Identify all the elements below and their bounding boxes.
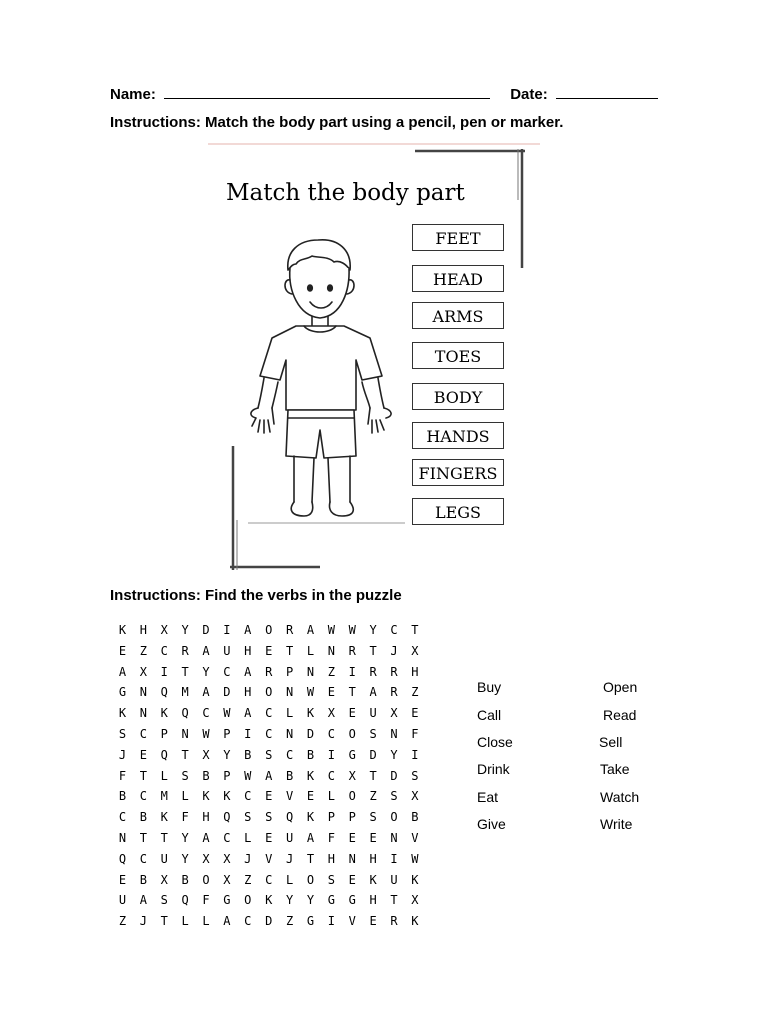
puzzle-letter[interactable]: P <box>348 810 356 825</box>
puzzle-letter[interactable]: X <box>411 789 419 804</box>
puzzle-letter[interactable]: W <box>348 623 356 637</box>
puzzle-letter[interactable]: B <box>139 872 147 887</box>
puzzle-letter[interactable]: P <box>223 768 231 783</box>
puzzle-letter[interactable]: S <box>369 726 377 741</box>
puzzle-letter[interactable]: X <box>348 768 356 783</box>
verb-item: Sell <box>599 734 623 750</box>
puzzle-letter[interactable]: K <box>118 706 127 721</box>
puzzle-letter[interactable]: D <box>265 914 273 929</box>
puzzle-letter[interactable]: C <box>223 830 231 845</box>
puzzle-letter[interactable]: E <box>118 872 127 887</box>
puzzle-letter[interactable]: E <box>265 643 273 658</box>
puzzle-letter[interactable]: W <box>223 706 231 721</box>
puzzle-row <box>112 849 425 870</box>
puzzle-row <box>112 745 425 766</box>
puzzle-letter[interactable]: I <box>411 747 419 762</box>
verb-item: Call <box>477 707 502 723</box>
puzzle-letter[interactable]: Q <box>285 810 294 825</box>
puzzle-letter[interactable]: Q <box>160 685 168 700</box>
puzzle-letter[interactable]: Q <box>223 810 231 825</box>
puzzle-letter[interactable]: P <box>223 726 231 741</box>
puzzle-letter[interactable]: B <box>118 789 127 804</box>
puzzle-letter[interactable]: I <box>390 851 398 866</box>
puzzle-letter[interactable]: E <box>265 789 273 804</box>
puzzle-letter[interactable]: X <box>327 706 335 721</box>
puzzle-letter[interactable]: P <box>160 726 168 741</box>
puzzle-letter[interactable]: S <box>118 726 127 741</box>
puzzle-letter[interactable]: Q <box>181 893 189 908</box>
puzzle-row <box>112 890 425 911</box>
puzzle-letter[interactable]: B <box>411 810 419 825</box>
puzzle-letter[interactable]: X <box>160 623 168 637</box>
puzzle-letter[interactable]: H <box>327 851 335 866</box>
puzzle-letter[interactable]: G <box>348 747 356 762</box>
puzzle-row <box>112 766 425 787</box>
puzzle-letter[interactable]: H <box>411 664 419 679</box>
puzzle-letter[interactable]: S <box>327 872 335 887</box>
puzzle-letter[interactable]: L <box>327 789 335 804</box>
puzzle-letter[interactable]: T <box>348 685 356 700</box>
puzzle-letter[interactable]: S <box>411 768 419 783</box>
verb-item: Buy <box>477 679 502 695</box>
puzzle-letter[interactable]: K <box>369 872 377 887</box>
puzzle-letter[interactable]: Z <box>285 914 294 929</box>
puzzle-letter[interactable]: E <box>327 685 335 700</box>
puzzle-letter[interactable]: C <box>244 914 252 929</box>
puzzle-letter[interactable]: E <box>265 830 273 845</box>
puzzle-letter[interactable]: A <box>223 914 231 929</box>
puzzle-letter[interactable]: C <box>202 706 210 721</box>
puzzle-letter[interactable]: C <box>244 789 252 804</box>
puzzle-letter[interactable]: I <box>244 726 252 741</box>
puzzle-letter[interactable]: Y <box>306 893 315 908</box>
verb-item: Drink <box>477 761 510 777</box>
puzzle-letter[interactable]: C <box>139 851 147 866</box>
puzzle-letter[interactable]: H <box>369 851 377 866</box>
puzzle-letter[interactable]: T <box>160 830 168 845</box>
find-instructions: Instructions: Find the verbs in the puzzle <box>110 587 402 604</box>
puzzle-letter[interactable]: S <box>390 789 398 804</box>
puzzle-letter[interactable]: L <box>181 914 189 929</box>
puzzle-letter[interactable]: E <box>348 830 356 845</box>
puzzle-letter[interactable]: D <box>306 726 315 741</box>
puzzle-letter[interactable]: R <box>390 685 398 700</box>
header-line <box>110 86 658 103</box>
puzzle-letter[interactable]: Y <box>285 893 294 908</box>
puzzle-letter[interactable]: I <box>160 664 168 679</box>
puzzle-letter[interactable]: A <box>244 623 252 637</box>
puzzle-letter[interactable]: S <box>369 810 377 825</box>
name-label: Name: <box>110 86 156 103</box>
puzzle-letter[interactable]: R <box>390 914 398 929</box>
puzzle-letter[interactable]: C <box>139 726 147 741</box>
puzzle-letter[interactable]: H <box>244 685 252 700</box>
puzzle-letter[interactable]: C <box>390 623 398 637</box>
puzzle-letter[interactable]: L <box>244 830 252 845</box>
puzzle-letter[interactable]: L <box>202 914 210 929</box>
puzzle-letter[interactable]: T <box>306 851 315 866</box>
puzzle-letter[interactable]: I <box>327 914 335 929</box>
puzzle-letter[interactable]: C <box>327 768 335 783</box>
puzzle-row <box>112 911 425 932</box>
word-search-grid <box>112 620 425 932</box>
puzzle-letter[interactable]: E <box>369 830 377 845</box>
puzzle-row <box>112 724 425 745</box>
puzzle-letter[interactable]: B <box>244 747 252 762</box>
body-part-box[interactable]: HANDS <box>412 422 504 449</box>
puzzle-letter[interactable]: N <box>118 830 127 845</box>
puzzle-letter[interactable]: Z <box>139 643 147 658</box>
puzzle-letter[interactable]: N <box>327 643 335 658</box>
puzzle-letter[interactable]: W <box>411 851 419 866</box>
puzzle-letter[interactable]: J <box>390 643 398 658</box>
puzzle-letter[interactable]: Z <box>327 664 335 679</box>
puzzle-letter[interactable]: D <box>223 685 231 700</box>
verb-item: Open <box>603 679 638 695</box>
puzzle-letter[interactable]: A <box>265 768 273 783</box>
puzzle-letter[interactable]: X <box>139 664 147 679</box>
puzzle-letter[interactable]: N <box>181 726 189 741</box>
puzzle-letter[interactable]: A <box>202 685 210 700</box>
puzzle-letter[interactable]: B <box>306 747 315 762</box>
puzzle-letter[interactable]: K <box>411 914 419 929</box>
body-part-box[interactable]: ARMS <box>412 302 504 329</box>
date-label: Date: <box>510 86 548 103</box>
puzzle-letter[interactable]: O <box>348 726 356 741</box>
puzzle-letter[interactable]: L <box>285 706 294 721</box>
puzzle-letter[interactable]: R <box>369 664 377 679</box>
puzzle-letter[interactable]: P <box>327 810 335 825</box>
puzzle-letter[interactable]: A <box>118 664 127 679</box>
puzzle-letter[interactable]: N <box>348 851 356 866</box>
puzzle-letter[interactable]: F <box>411 726 419 741</box>
puzzle-letter[interactable]: A <box>369 685 377 700</box>
puzzle-letter[interactable]: W <box>306 685 315 700</box>
puzzle-letter[interactable]: H <box>369 893 377 908</box>
puzzle-letter[interactable]: Z <box>411 685 419 700</box>
puzzle-letter[interactable]: K <box>223 789 231 804</box>
match-body-part-figure <box>200 140 540 580</box>
puzzle-letter[interactable]: Q <box>118 851 127 866</box>
puzzle-letter[interactable]: I <box>348 664 356 679</box>
puzzle-letter[interactable]: J <box>118 747 127 762</box>
puzzle-letter[interactable]: J <box>244 851 252 866</box>
verb-item: Read <box>603 707 637 723</box>
puzzle-letter[interactable]: U <box>223 643 231 658</box>
puzzle-row <box>112 828 425 849</box>
puzzle-letter[interactable]: N <box>306 664 315 679</box>
puzzle-letter[interactable]: F <box>327 830 335 845</box>
puzzle-letter[interactable]: O <box>265 623 273 637</box>
puzzle-letter[interactable]: E <box>348 706 356 721</box>
puzzle-letter[interactable]: E <box>348 872 356 887</box>
puzzle-letter[interactable]: X <box>223 851 231 866</box>
verb-item: Write <box>600 816 633 832</box>
puzzle-letter[interactable]: X <box>390 706 398 721</box>
puzzle-letter[interactable]: B <box>285 768 294 783</box>
puzzle-letter[interactable]: Y <box>181 830 189 845</box>
puzzle-letter[interactable]: O <box>244 893 252 908</box>
figure-title: Match the body part <box>226 180 465 206</box>
puzzle-letter[interactable]: Y <box>181 623 189 637</box>
puzzle-letter[interactable]: Y <box>202 664 210 679</box>
puzzle-letter[interactable]: X <box>202 851 210 866</box>
puzzle-letter[interactable]: R <box>285 623 294 637</box>
puzzle-letter[interactable]: T <box>369 768 377 783</box>
puzzle-letter[interactable]: Q <box>160 747 168 762</box>
puzzle-letter[interactable]: O <box>265 685 273 700</box>
puzzle-letter[interactable]: K <box>306 768 315 783</box>
puzzle-letter[interactable]: Q <box>181 706 189 721</box>
puzzle-letter[interactable]: U <box>160 851 168 866</box>
puzzle-letter[interactable]: B <box>202 768 210 783</box>
puzzle-letter[interactable]: N <box>390 830 398 845</box>
puzzle-letter[interactable]: A <box>202 643 210 658</box>
puzzle-row <box>112 662 425 683</box>
puzzle-letter[interactable]: T <box>390 893 398 908</box>
puzzle-letter[interactable]: F <box>202 893 210 908</box>
puzzle-letter[interactable]: I <box>223 623 231 637</box>
puzzle-letter[interactable]: S <box>244 810 252 825</box>
puzzle-letter[interactable]: V <box>348 914 356 929</box>
verb-item: Watch <box>600 789 640 805</box>
puzzle-letter[interactable]: C <box>265 706 273 721</box>
puzzle-letter[interactable]: C <box>285 747 294 762</box>
puzzle-letter[interactable]: C <box>223 664 231 679</box>
puzzle-letter[interactable]: L <box>306 643 315 658</box>
puzzle-letter[interactable]: B <box>181 872 189 887</box>
puzzle-letter[interactable]: A <box>306 623 315 637</box>
puzzle-letter[interactable]: O <box>348 789 356 804</box>
puzzle-row <box>112 807 425 828</box>
puzzle-letter[interactable]: J <box>285 851 294 866</box>
puzzle-letter[interactable]: G <box>223 893 231 908</box>
puzzle-letter[interactable]: I <box>327 747 335 762</box>
puzzle-letter[interactable]: M <box>160 789 168 804</box>
puzzle-letter[interactable]: M <box>181 685 189 700</box>
puzzle-letter[interactable]: T <box>181 664 189 679</box>
verb-item: Eat <box>477 789 499 805</box>
body-part-box[interactable]: HEAD <box>412 265 504 292</box>
puzzle-row <box>112 682 425 703</box>
puzzle-letter[interactable]: K <box>411 872 419 887</box>
puzzle-letter[interactable]: T <box>285 643 294 658</box>
puzzle-letter[interactable]: V <box>411 830 419 845</box>
puzzle-letter[interactable]: S <box>265 747 273 762</box>
puzzle-letter[interactable]: W <box>202 726 210 741</box>
puzzle-row <box>112 703 425 724</box>
puzzle-letter[interactable]: U <box>118 893 127 908</box>
puzzle-letter[interactable]: W <box>327 623 335 637</box>
puzzle-letter[interactable]: B <box>139 810 147 825</box>
date-blank[interactable] <box>556 86 658 99</box>
puzzle-letter[interactable]: N <box>285 685 294 700</box>
body-part-box[interactable]: FINGERS <box>412 459 504 486</box>
puzzle-letter[interactable]: K <box>160 706 168 721</box>
puzzle-letter[interactable]: Y <box>369 623 377 637</box>
puzzle-letter[interactable]: S <box>181 768 189 783</box>
puzzle-letter[interactable]: X <box>411 643 419 658</box>
puzzle-letter[interactable]: N <box>390 726 398 741</box>
puzzle-letter[interactable]: J <box>139 914 147 929</box>
puzzle-letter[interactable]: O <box>306 872 315 887</box>
puzzle-row <box>112 870 425 891</box>
verb-item: Close <box>477 734 513 750</box>
puzzle-letter[interactable]: Z <box>118 914 127 929</box>
puzzle-letter[interactable]: L <box>160 768 168 783</box>
puzzle-letter[interactable]: N <box>139 685 147 700</box>
puzzle-letter[interactable]: K <box>306 706 315 721</box>
puzzle-letter[interactable]: Z <box>244 872 252 887</box>
puzzle-letter[interactable]: S <box>265 810 273 825</box>
puzzle-letter[interactable]: N <box>285 726 294 741</box>
puzzle-letter[interactable]: E <box>118 643 127 658</box>
puzzle-letter[interactable]: D <box>369 747 377 762</box>
match-instructions: Instructions: Match the body part using a pencil, pen or marker. <box>110 114 564 131</box>
puzzle-letter[interactable]: G <box>327 893 335 908</box>
puzzle-letter[interactable]: A <box>202 830 210 845</box>
puzzle-letter[interactable]: H <box>244 643 252 658</box>
puzzle-letter[interactable]: C <box>265 726 273 741</box>
puzzle-letter[interactable]: Y <box>223 747 231 762</box>
body-part-box[interactable]: FEET <box>412 224 504 251</box>
puzzle-row <box>112 620 425 641</box>
puzzle-letter[interactable]: E <box>411 706 419 721</box>
body-part-box[interactable]: BODY <box>412 383 504 410</box>
boy-illustration <box>251 240 391 516</box>
puzzle-letter[interactable]: C <box>118 810 127 825</box>
puzzle-letter[interactable]: D <box>202 623 210 637</box>
puzzle-letter[interactable]: K <box>306 810 315 825</box>
puzzle-letter[interactable]: C <box>139 789 147 804</box>
puzzle-letter[interactable]: N <box>139 706 147 721</box>
verb-item: Give <box>477 816 506 832</box>
puzzle-letter[interactable]: C <box>265 872 273 887</box>
puzzle-letter[interactable]: W <box>244 768 252 783</box>
puzzle-letter[interactable]: A <box>244 664 252 679</box>
puzzle-letter[interactable]: A <box>306 830 315 845</box>
puzzle-letter[interactable]: S <box>160 893 168 908</box>
puzzle-letter[interactable]: T <box>160 914 168 929</box>
puzzle-letter[interactable]: V <box>285 789 294 804</box>
puzzle-letter[interactable]: G <box>306 914 315 929</box>
puzzle-row <box>112 786 425 807</box>
puzzle-letter[interactable]: O <box>390 810 398 825</box>
puzzle-letter[interactable]: G <box>118 685 127 700</box>
puzzle-letter[interactable]: Z <box>369 789 377 804</box>
puzzle-letter[interactable]: K <box>160 810 168 825</box>
puzzle-letter[interactable]: K <box>265 893 273 908</box>
puzzle-letter[interactable]: O <box>202 872 210 887</box>
puzzle-letter[interactable]: A <box>244 706 252 721</box>
puzzle-letter[interactable]: T <box>139 768 147 783</box>
puzzle-letter[interactable]: U <box>390 872 398 887</box>
puzzle-letter[interactable]: C <box>160 643 168 658</box>
puzzle-letter[interactable]: A <box>139 893 147 908</box>
puzzle-letter[interactable]: X <box>202 747 210 762</box>
verb-item: Take <box>600 761 630 777</box>
puzzle-letter[interactable]: K <box>118 623 127 637</box>
puzzle-letter[interactable]: K <box>202 789 210 804</box>
body-part-box[interactable]: TOES <box>412 342 504 369</box>
puzzle-letter[interactable]: H <box>202 810 210 825</box>
puzzle-letter[interactable]: X <box>411 893 419 908</box>
puzzle-letter[interactable]: U <box>369 706 377 721</box>
name-blank[interactable] <box>164 86 490 99</box>
puzzle-letter[interactable]: R <box>348 643 356 658</box>
puzzle-letter[interactable]: R <box>181 643 189 658</box>
body-part-box[interactable]: LEGS <box>412 498 504 525</box>
puzzle-letter[interactable]: H <box>139 623 147 637</box>
puzzle-letter[interactable]: T <box>369 643 377 658</box>
puzzle-letter[interactable]: R <box>265 664 273 679</box>
puzzle-letter[interactable]: F <box>181 810 189 825</box>
puzzle-letter[interactable]: T <box>139 830 147 845</box>
puzzle-letter[interactable]: R <box>390 664 398 679</box>
puzzle-letter[interactable]: X <box>223 872 231 887</box>
puzzle-letter[interactable]: E <box>139 747 147 762</box>
puzzle-letter[interactable]: P <box>285 664 294 679</box>
puzzle-letter[interactable]: F <box>118 768 127 783</box>
puzzle-letter[interactable]: E <box>306 789 315 804</box>
puzzle-letter[interactable]: X <box>160 872 168 887</box>
puzzle-letter[interactable]: E <box>369 914 377 929</box>
puzzle-letter[interactable]: T <box>411 623 419 637</box>
puzzle-letter[interactable]: U <box>285 830 294 845</box>
puzzle-row <box>112 641 425 662</box>
puzzle-letter[interactable]: T <box>181 747 189 762</box>
puzzle-letter[interactable]: Y <box>390 747 398 762</box>
puzzle-letter[interactable]: C <box>327 726 335 741</box>
puzzle-letter[interactable]: D <box>390 768 398 783</box>
puzzle-letter[interactable]: L <box>181 789 189 804</box>
puzzle-letter[interactable]: V <box>265 851 273 866</box>
puzzle-letter[interactable]: G <box>348 893 356 908</box>
puzzle-letter[interactable]: L <box>285 872 294 887</box>
puzzle-letter[interactable]: Y <box>181 851 189 866</box>
